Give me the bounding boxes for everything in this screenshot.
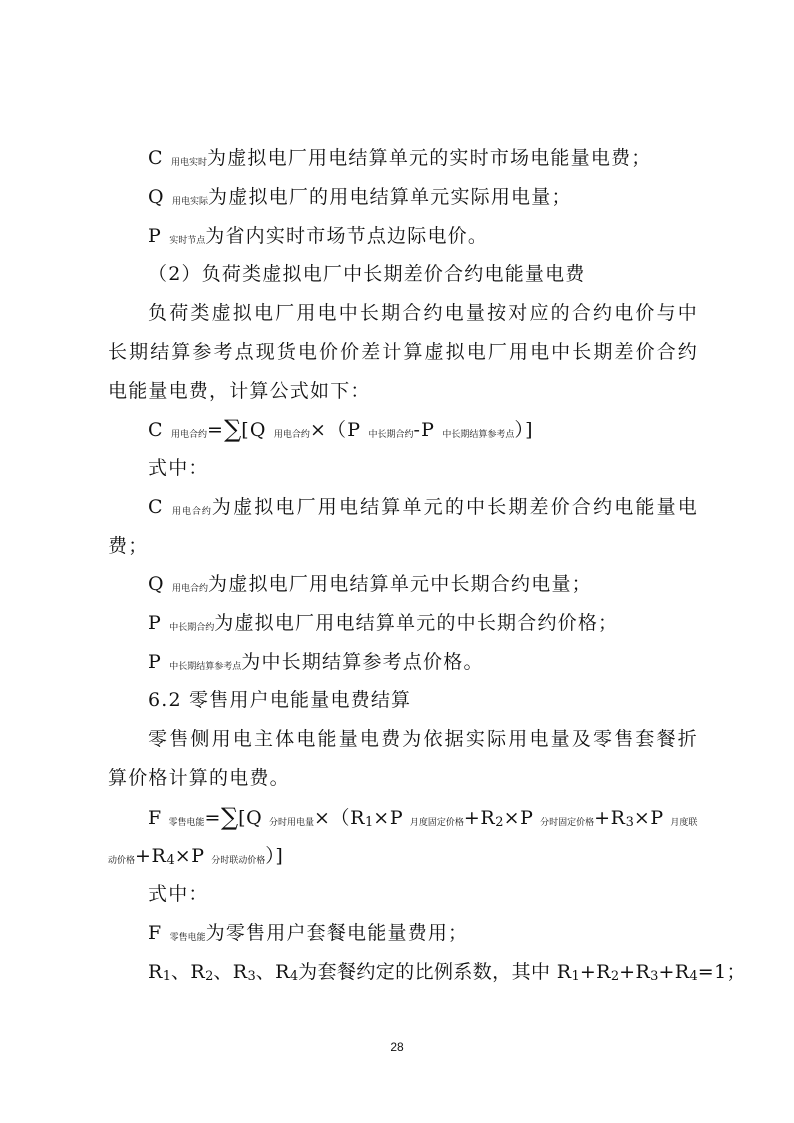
def-p-reference: P 中长期结算参考点为中长期结算参考点价格。	[148, 651, 484, 673]
def-p-contract: P 中长期合约为虚拟电厂用电结算单元的中长期合约价格；	[148, 612, 619, 634]
subsection-heading: （2）负荷类虚拟电厂中长期差价合约电能量电费	[148, 263, 586, 285]
def-p-node: P 实时节点为省内实时市场节点边际电价。	[148, 225, 489, 247]
def-c-realtime: C 用电实时为虚拟电厂用电结算单元的实时市场电能量电费；	[148, 147, 652, 169]
def-f-retail: F 零售电能为零售用户套餐电能量费用；	[148, 922, 469, 944]
def-ratio-coefficients: R1、R2、R3、R4为套餐约定的比例系数，其中 R1+R2+R3+R4=1；	[148, 961, 746, 984]
formula-contract: C 用电合约=∑[Q 用电合约×（P 中长期合约-P 中长期结算参考点）]	[148, 415, 534, 443]
paragraph-line: 长期结算参考点现货电价价差计算虚拟电厂用电中长期差价合约	[108, 341, 698, 363]
def-c-contract: C 用电合约为虚拟电厂用电结算单元的中长期差价合约电能量电	[148, 496, 698, 518]
paragraph-line: 费；	[108, 535, 149, 557]
def-q-actual: Q 用电实际为虚拟电厂的用电结算单元实际用电量；	[148, 186, 572, 208]
paragraph-line: 算价格计算的电费。	[108, 767, 290, 789]
page-number: 28	[390, 1040, 404, 1054]
formula-retail-continued: 动价格+R4×P 分时联动价格）]	[108, 845, 284, 868]
def-q-contract: Q 用电合约为虚拟电厂用电结算单元中长期合约电量；	[148, 573, 592, 595]
formula-retail: F 零售电能=∑[Q 分时用电量×（R1×P 月度固定价格+R2×P 分时固定价格+R3×P 月度联	[148, 803, 698, 831]
section-heading: 6.2 零售用户电能量电费结算	[148, 689, 412, 711]
paragraph-line: 零售侧用电主体电能量电费为依据实际用电量及零售套餐折	[148, 728, 698, 750]
paragraph-line: 电能量电费，计算公式如下：	[108, 380, 371, 402]
paragraph-line: 负荷类虚拟电厂用电中长期合约电量按对应的合约电价与中	[148, 302, 698, 324]
where-label: 式中：	[148, 883, 209, 905]
where-label: 式中：	[148, 457, 209, 479]
